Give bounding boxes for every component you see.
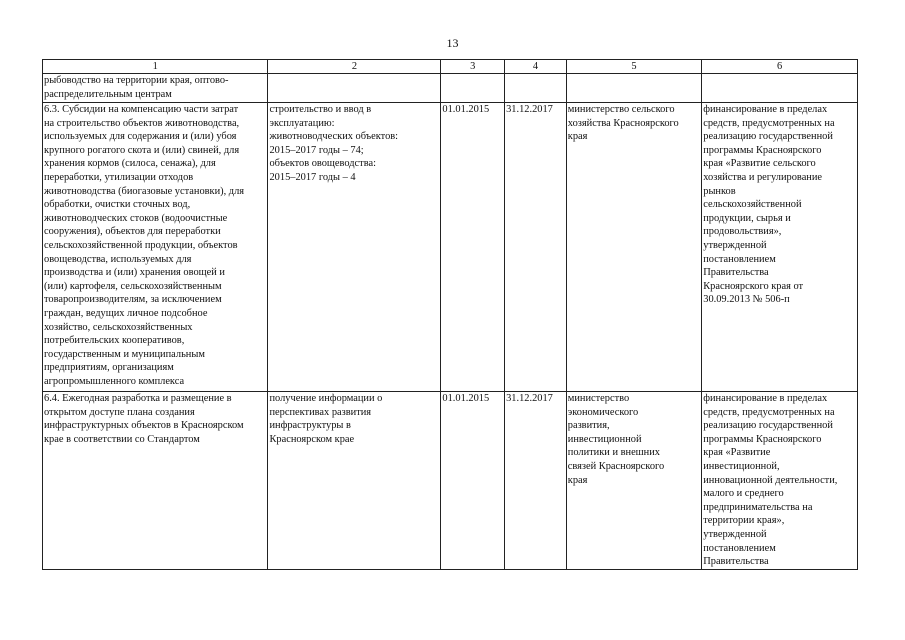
funding-source: финансирование в пределах средств, предусмотренных на реализацию государственной программы Красноярского края «Развитие инвестиционной, инновационной деятельности, малого и среднего предпринимательства на территории края», утвержденной постановлением Правительства (702, 392, 858, 570)
responsible-executor: министерство экономического развития, инвестиционной политики и внешних связей Красноярского края (566, 392, 701, 570)
header-col-3: 3 (441, 60, 505, 74)
table-row (43, 74, 858, 103)
page-number: 13 (446, 36, 459, 50)
start-date: 01.01.2015 (441, 103, 505, 392)
end-date (505, 74, 567, 103)
end-date: 31.12.2017 (505, 103, 567, 392)
responsible-executor: министерство сельского хозяйства Красноярского края (566, 103, 701, 392)
expected-result: получение информации о перспективах развития инфраструктуры в Красноярском крае (268, 392, 441, 570)
end-date: 31.12.2017 (505, 392, 567, 570)
expected-result (268, 74, 441, 103)
funding-source (702, 74, 858, 103)
header-row (43, 60, 858, 74)
header-col-6: 6 (702, 60, 858, 74)
measures-table (42, 59, 858, 570)
header-col-2: 2 (268, 60, 441, 74)
header-col-4: 4 (505, 60, 567, 74)
expected-result: строительство и ввод в эксплуатацию: животноводческих объектов: 2015–2017 годы – 74; объектов овощеводства: 2015–2017 годы – 4 (268, 103, 441, 392)
table-row (43, 392, 858, 570)
measure-description: 6.3. Субсидии на компенсацию части затрат на строительство объектов животноводства, используемых для содержания и (или) убоя крупного рогатого скота и (или) свиней, для хранения кормов (силоса, сенажа), для переработки, утилизации отходов животноводства (биогазовые установки), для обработки, очистки сточных вод, животноводческих стоков (водоочистные сооружения), объектов для переработки сельскохозяйственной продукции, объектов овощеводства, используемых для производства и (или) хранения овощей и (или) картофеля, сельскохозяйственным товаропроизводителям, за исключением граждан, ведущих личное подсобное хозяйство, сельскохозяйственных потребительских кооперативов, государственным и муниципальным предприятиям, организациям агропромышленного комплекса (43, 103, 268, 392)
header-col-1: 1 (43, 60, 268, 74)
responsible-executor (566, 74, 701, 103)
funding-source: финансирование в пределах средств, предусмотренных на реализацию государственной программы Красноярского края «Развитие сельского хозяйства и регулирование рынков сельскохозяйственной продукции, сырья и продовольствия», утвержденной постановлением Правительства Красноярского края от 30.09.2013 № 506-п (702, 103, 858, 392)
measure-description: рыбоводство на территории края, оптово- распределительным центрам (43, 74, 268, 103)
measure-description: 6.4. Ежегодная разработка и размещение в открытом доступе плана создания инфраструктурных объектов в Красноярском крае в соответствии со Стандартом (43, 392, 268, 570)
start-date: 01.01.2015 (441, 392, 505, 570)
header-col-5: 5 (566, 60, 701, 74)
table-row (43, 103, 858, 392)
start-date (441, 74, 505, 103)
